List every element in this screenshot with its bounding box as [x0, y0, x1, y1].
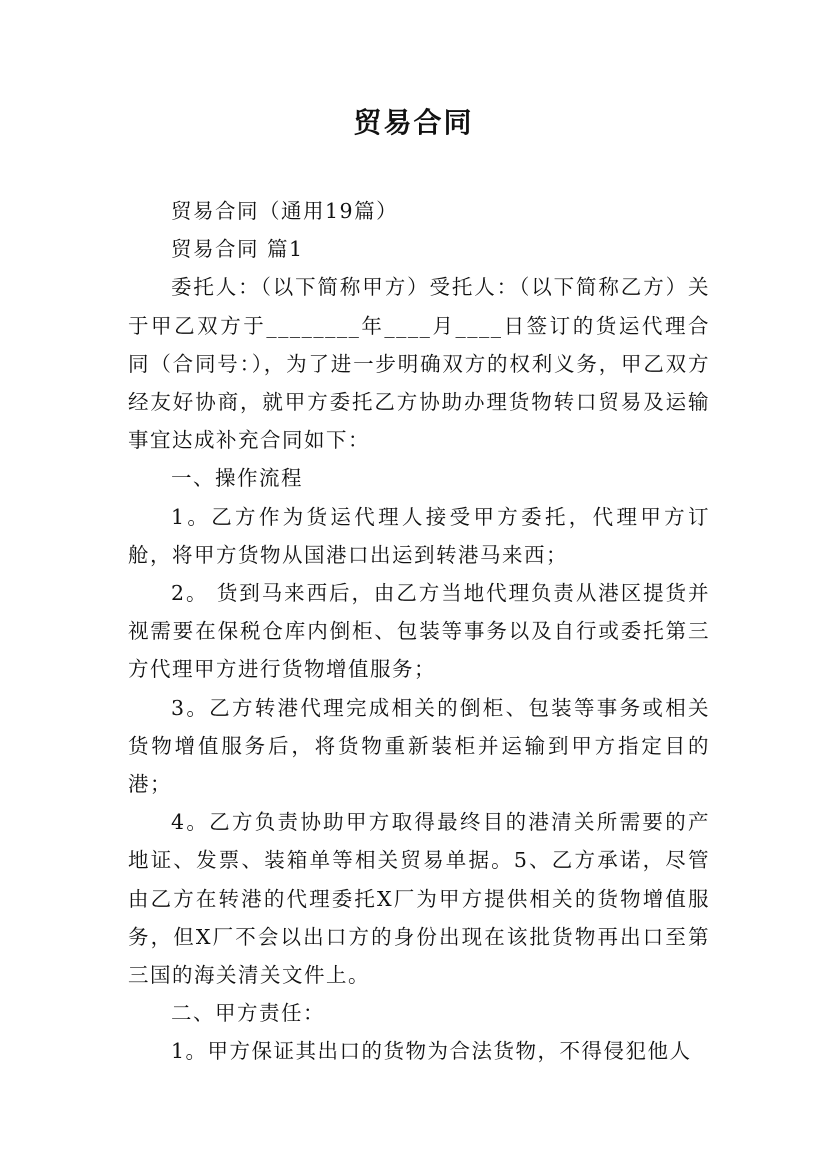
paragraph-item-3: 3。乙方转港代理完成相关的倒柜、包装等事务或相关货物增值服务后，将货物重新装柜并运输到甲方指定目的港；: [128, 695, 710, 797]
paragraph-section-heading: 贸易合同 篇1: [171, 237, 304, 262]
paragraph-heading-process: 一、操作流程: [171, 466, 303, 491]
paragraph-heading-party-a: 二、甲方责任：: [171, 1001, 325, 1026]
paragraph-item-2: 2。 货到马来西后，由乙方当地代理负责从港区提货并视需要在保税仓库内倒柜、包装等事务以及自行或委托第三方代理甲方进行货物增值服务；: [128, 581, 710, 682]
paragraph-item-1: 1。乙方作为货运代理人接受甲方委托，代理甲方订舱，将甲方货物从国港口出运到转港马来西；: [128, 504, 710, 567]
paragraph-parties: 委托人：（以下简称甲方）受托人：（以下简称乙方）关于甲乙双方于________年____月____日签订的货运代理合同（合同号：），为了进一步明确双方的权利义务，甲乙双方经友好协商，就甲方委托乙方协助办理货物转口贸易及运输事宜达成补充合同如下：: [128, 275, 710, 453]
document-title: 贸易合同: [353, 106, 474, 139]
paragraph-party-a-item-1: 1。甲方保证其出口的货物为合法货物，不得侵犯他人: [171, 1039, 692, 1064]
paragraph-item-4: 4。乙方负责协助甲方取得最终目的港清关所需要的产地证、发票、装箱单等相关贸易单据。5、乙方承诺，尽管由乙方在转港的代理委托X厂为甲方提供相关的货物增值服务，但X厂不会以出口方的身份出现在该批货物再出口至第三国的海关清关文件上。: [128, 810, 710, 988]
document-body: [128, 192, 710, 1071]
paragraph-subtitle: 贸易合同（通用19篇）: [171, 199, 399, 223]
